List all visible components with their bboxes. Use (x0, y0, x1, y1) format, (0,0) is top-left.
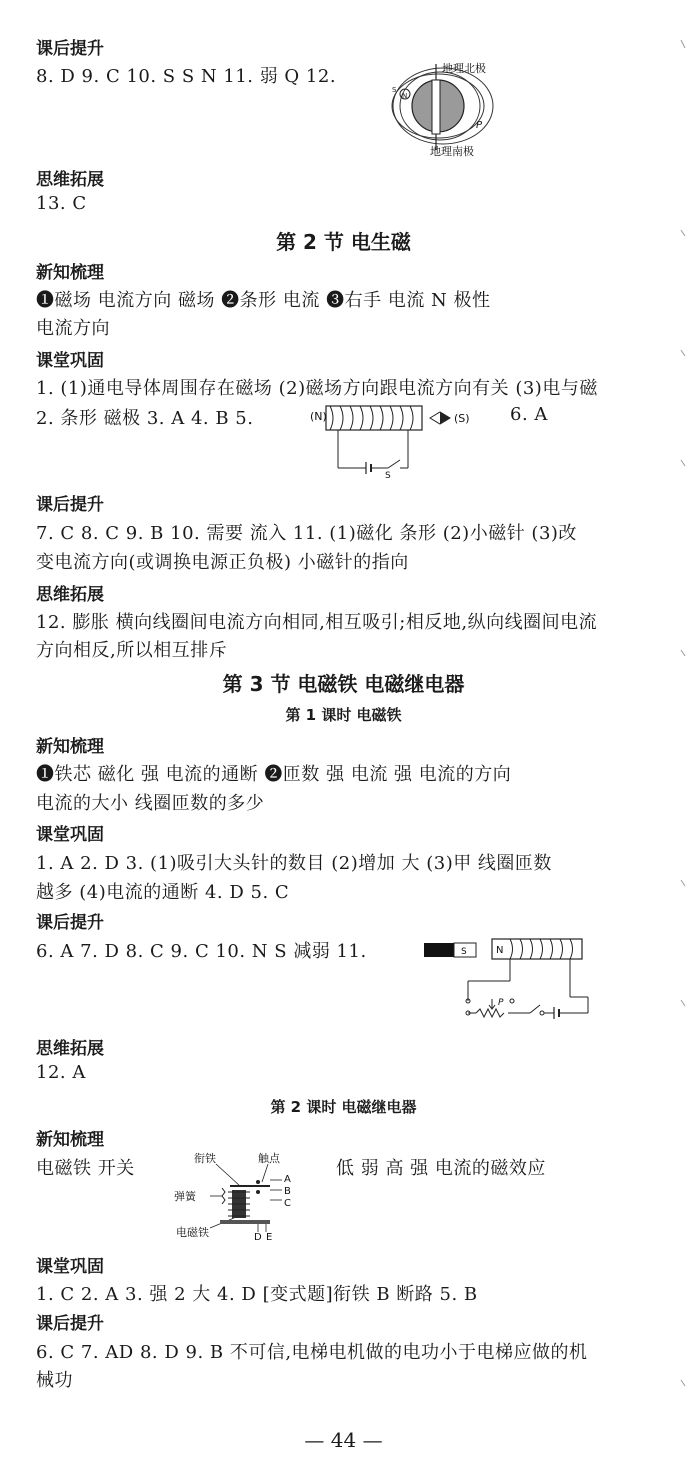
answer-line: 电流方向 (36, 318, 110, 339)
right-pole-label: (S) (454, 412, 470, 425)
switch-label: S (385, 471, 391, 478)
heading-after-class: 课后提升 (36, 495, 104, 515)
contact-label: 触点 (258, 1152, 280, 1165)
earth-magnetic-figure (388, 58, 513, 158)
answer-line: 1. A 2. D 3. (1)吸引大头针的数目 (2)增加 大 (3)甲 线圈匝数 (36, 853, 552, 874)
electromagnet-figure (420, 935, 600, 1025)
s-pole-label: S (461, 947, 467, 957)
heading-after-class: 课后提升 (36, 39, 104, 59)
s-label: S (392, 86, 397, 94)
left-pole-label: (N) (310, 410, 327, 423)
answer-line: 电流的大小 线圈匝数的多少 (36, 793, 265, 814)
answer-line: 变电流方向(或调换电源正负极) 小磁针的指向 (36, 552, 409, 573)
lesson-subtitle: 第 1 课时 电磁铁 (285, 706, 402, 724)
answer-line: 13. C (36, 193, 87, 214)
heading-after-class: 课后提升 (36, 1314, 104, 1334)
armature-label: 衔铁 (194, 1152, 216, 1165)
heading-new-knowledge: 新知梳理 (36, 263, 104, 283)
answer-line: 低 弱 高 强 电流的磁效应 (336, 1158, 546, 1179)
section-title: 第 3 节 电磁铁 电磁继电器 (222, 672, 465, 696)
p-label: P (498, 998, 504, 1008)
heading-new-knowledge: 新知梳理 (36, 737, 104, 757)
terminal-d: D (254, 1232, 262, 1240)
answer-line: 械功 (36, 1370, 73, 1391)
answer-line: 7. C 8. C 9. B 10. 需要 流入 11. (1)磁化 条形 (2)小磁针 (3)改 (36, 523, 577, 544)
n-label: N (402, 92, 408, 100)
heading-classroom: 课堂巩固 (36, 351, 104, 371)
magnet-label: 电磁铁 (176, 1226, 209, 1239)
heading-new-knowledge: 新知梳理 (36, 1130, 104, 1150)
answer-line: 12. A (36, 1062, 86, 1083)
answer-line: 6. A 7. D 8. C 9. C 10. N S 减弱 11. (36, 941, 367, 962)
n-pole-label: N (496, 945, 504, 956)
terminal-e: E (266, 1232, 273, 1240)
answer-line: 越多 (4)电流的通断 4. D 5. C (36, 882, 290, 903)
heading-after-class: 课后提升 (36, 913, 104, 933)
north-pole-label: 地理北极 (442, 62, 486, 75)
heading-extension: 思维拓展 (36, 170, 104, 190)
heading-extension: 思维拓展 (36, 1039, 104, 1059)
answer-line: ❶铁芯 磁化 强 电流的通断 ❷匝数 强 电流 强 电流的方向 (36, 764, 512, 785)
terminal-c: C (284, 1198, 291, 1209)
heading-classroom: 课堂巩固 (36, 825, 104, 845)
heading-extension: 思维拓展 (36, 585, 104, 605)
relay-figure (170, 1148, 320, 1240)
page-number: — 44 — (304, 1428, 383, 1452)
heading-classroom: 课堂巩固 (36, 1257, 104, 1277)
terminal-a: A (284, 1174, 291, 1185)
answer-line: 6. C 7. AD 8. D 9. B 不可信,电梯电机做的电功小于电梯应做的机 (36, 1342, 588, 1363)
lesson-subtitle: 第 2 课时 电磁继电器 (270, 1098, 417, 1116)
answer-line: 12. 膨胀 横向线圈间电流方向相同,相互吸引;相反地,纵向线圈间电流 (36, 612, 598, 633)
spring-label: 弹簧 (174, 1190, 196, 1203)
adjacent-page-edge (673, 0, 687, 1466)
section-title: 第 2 节 电生磁 (276, 230, 411, 254)
answer-line: 1. (1)通电导体周围存在磁场 (2)磁场方向跟电流方向有关 (3)电与磁 (36, 378, 598, 399)
answer-line: 2. 条形 磁极 3. A 4. B 5. (36, 408, 254, 429)
south-pole-label: 地理南极 (430, 145, 474, 158)
terminal-b: B (284, 1186, 291, 1197)
answer-line: 电磁铁 开关 (36, 1158, 135, 1179)
answer-line: ❶磁场 电流方向 磁场 ❷条形 电流 ❸右手 电流 N 极性 (36, 290, 491, 311)
solenoid-figure (308, 398, 508, 478)
answer-line: 1. C 2. A 3. 强 2 大 4. D [变式题]衔铁 B 断路 5. B (36, 1284, 478, 1305)
p-label: P (476, 120, 483, 131)
answer-line: 6. A (510, 404, 548, 425)
answer-line: 8. D 9. C 10. S S N 11. 弱 Q 12. (36, 66, 337, 87)
answer-line: 方向相反,所以相互排斥 (36, 640, 228, 661)
